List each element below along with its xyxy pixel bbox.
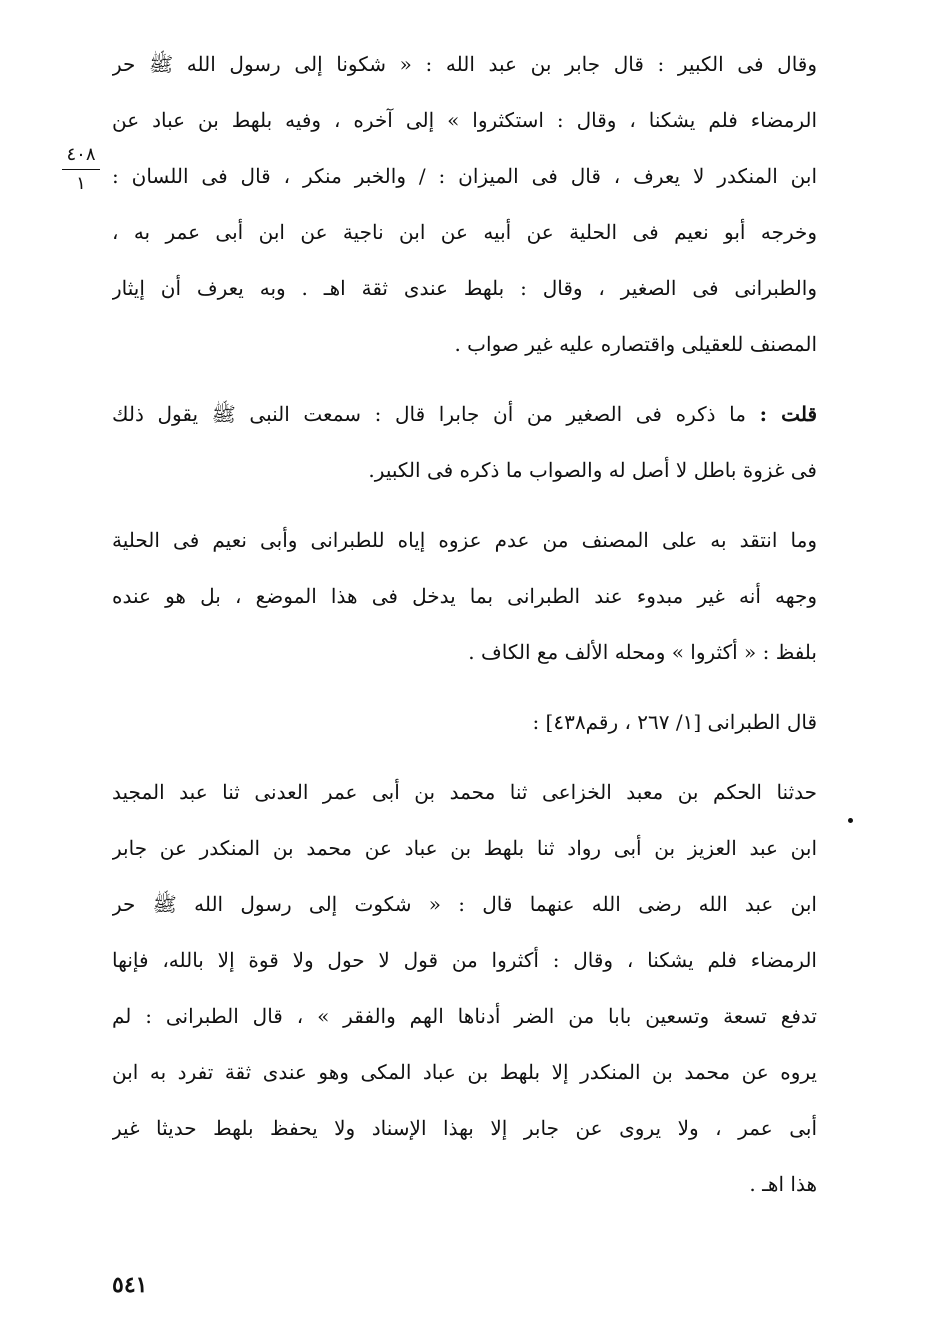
paragraph-4 (112, 694, 817, 750)
text-line: حدثنا الحكم بن معبد الخزاعى ثنا محمد بن أبى عمر العدنى ثنا عبد المجيد (112, 780, 817, 804)
margin-ref-bottom: ١ (76, 173, 86, 194)
page-body (112, 36, 817, 1212)
text-line: بلفظ : « أكثروا » ومحله الألف مع الكاف . (468, 640, 817, 664)
text-line: وما انتقد به على المصنف من عدم عزوه إياه للطبرانى وأبى نعيم فى الحلية (112, 528, 817, 552)
text-line: تدفع تسعة وتسعين بابا من الضر أدناها الهم والفقر » ، قال الطبرانى : لم (112, 1004, 817, 1028)
margin-reference (58, 144, 104, 195)
paragraph-1 (112, 36, 817, 372)
margin-ref-top: ٤٠٨ (66, 144, 96, 165)
text-line: المصنف للعقيلى واقتصاره عليه غير صواب . (454, 332, 817, 356)
text-line: والطبرانى فى الصغير ، وقال : بلهط عندى ثقة اهـ . وبه يعرف أن إيثار (112, 276, 817, 300)
paragraph-3 (112, 512, 817, 680)
paragraph-lead: قلت : (759, 402, 817, 426)
text-line: ابن عبد الله رضى الله عنهما قال : « شكوت إلى رسول الله ﷺ حر (112, 892, 817, 916)
text-line (112, 386, 817, 442)
text-line: ابن عبد العزيز بن أبى رواد ثنا بلهط بن عباد عن محمد بن المنكدر عن جابر (112, 836, 817, 860)
text-line: الرمضاء فلم يشكنا ، وقال : أكثروا من قول لا حول ولا قوة إلا بالله، فإنها (112, 948, 817, 972)
page-number: ٥٤١ (112, 1272, 148, 1298)
text-line: ابن المنكدر لا يعرف ، قال فى الميزان : / والخبر منكر ، قال فى اللسان : (112, 164, 817, 188)
text-line: وقال فى الكبير : قال جابر بن عبد الله : « شكونا إلى رسول الله ﷺ حر (112, 52, 817, 76)
paragraph-2 (112, 386, 817, 498)
text-line: الرمضاء فلم يشكنا ، وقال : استكثروا » إلى آخره ، وفيه بلهط بن عباد عن (112, 108, 817, 132)
text-line: وجهه أنه غير مبدوء عند الطبرانى بما يدخل فى هذا الموضع ، بل هو عنده (112, 584, 817, 608)
text-line-content: ما ذكره فى الصغير من أن جابرا قال : سمعت النبى ﷺ يقول ذلك (112, 402, 746, 426)
text-line: فى غزوة باطل لا أصل له والصواب ما ذكره فى الكبير. (368, 458, 817, 482)
ink-dot (848, 818, 853, 823)
text-line: هذا اهـ . (749, 1172, 817, 1196)
text-line: أبى عمر ، ولا يروى عن جابر إلا بهذا الإسناد ولا يحفظ بلهط حديثا غير (112, 1116, 817, 1140)
text-line: وخرجه أبو نعيم فى الحلية عن أبيه عن ابن ناجية عن ابن أبى عمر به ، (112, 220, 817, 244)
margin-ref-rule (62, 169, 100, 170)
text-line: قال الطبرانى [١/ ٢٦٧ ، رقم٤٣٨] : (532, 710, 817, 734)
text-line: يروه عن محمد بن المنكدر إلا بلهط بن عباد المكى وهو عندى ثقة تفرد به ابن (112, 1060, 817, 1084)
paragraph-5 (112, 764, 817, 1212)
